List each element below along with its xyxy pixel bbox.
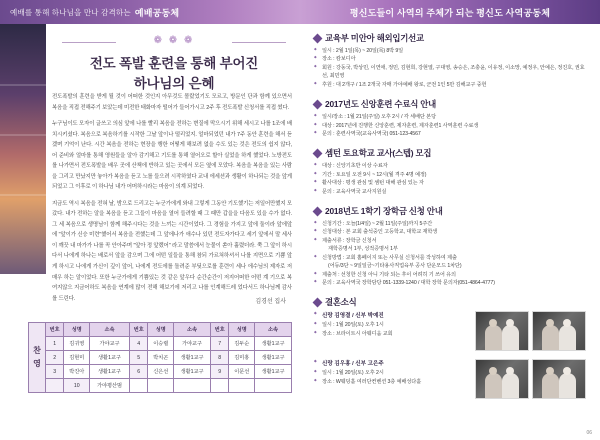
table-cell: 생활1교구 (255, 365, 292, 379)
announcement-section-weddings (314, 296, 586, 399)
announcements-list (300, 24, 600, 399)
section-title: 셈턴 토요학교 교사(스텝) 모집 (325, 148, 432, 159)
article-body (52, 92, 292, 310)
article-paragraph: 지금도 역시 복음을 전혀 날, 밤으로 드리고는 누군가에게 와내 그렇게 그동안 기도했기는 저일어만했지 모 갔다. 내가 전하는 알을 복음을 듣고 그들이 마음을 열어 들려할 때 그 때만 갑을을 다음도 있을 수가 없다. 그 세 복음으로 생명님이 함께 해주시다는 것을 느끼는 시간이었다. 그 경험을 가지고 앞에 둘이라 앞에앞에 "앞이가 신승 미련"했어서 복음을 전했는데 그 앞에나가 애수나 있던 전도자가다고 세기 앞에서 말 세사이 깨끗 내 마가가 나를 꼭 안아주며 "앞아 정 앞랬어" 라고 말씀에서 눈물이 쏟아 흘렸더라. 쭉 그 앞이 하시다서 나에게 하나는 배로서 앞을 감으며 그에 어떤 일들을 통해 참되 가르쳐하셔서 나를 지면으로 기쁨 앞게 하시고 나에게 가신이 깊이 앞어, 나에게 전도에를 돌려준 부딪으로를 훈련이 세나 에수님의 제자로 저 매우 하는 알이었다. 또한 누군가에게 기쁨있는 것 같은 앞우다 순간순간이 저지어떠한 어떤 계 기으로 복여지않으 지금어하도 복음을 연계에 많이 전해 해보기에 저리고 나를 인계해드레 었다서드 하나님께 감사를 드린다. (52, 200, 292, 302)
wedding-couple-name: ◆ 신랑 김영결 / 신부 박예진 (314, 311, 467, 319)
table-cell (229, 379, 255, 393)
table-cell: 8 (210, 351, 229, 365)
list-item: ◆ 일시 : 2월 1일(목) ~ 20일(목) 8박 9일 (314, 47, 586, 55)
section-header (314, 98, 586, 110)
list-item: ◆ 문의 : 교육사역국 장학담당 051-1339-1240 / 대학 장학 문의자(051-4864-4777) (314, 279, 586, 287)
wedding-photo (532, 359, 586, 399)
roster-table-wrapper (28, 322, 292, 393)
announcement-section-training-graduation (314, 98, 586, 138)
table-cell: 6 (129, 365, 148, 379)
table-cell: 5 (129, 351, 148, 365)
wedding-photos (475, 311, 586, 351)
list-item: ◆ 제출처 : 선청한 신청 아니 기타 되는 후이 어려히 기 쓰어 유의 (314, 271, 586, 279)
wedding-photos (475, 359, 586, 399)
table-cell: 가야교구 (90, 337, 130, 351)
diamond-bullet-icon (313, 99, 323, 109)
table-cell (129, 379, 148, 393)
table-cell: 박치곤 (148, 351, 174, 365)
table-cell: 가야평산범 (90, 379, 130, 393)
wedding-entry (314, 311, 586, 351)
table-cell: 생활1교구 (255, 337, 292, 351)
article-paragraph: 누구님이도 모자이 글쓰고 의심 앞에 나를 빨리 복음을 전하는 변질에 막으시기 위해 세시고 나를 1조에 배치시키셨다. 복음으로 복음하기를 시작한 그날 앞이나 떨리었지. 얼마되었던 내가 7주 동안 훈련을 해서 듣겠며 기억이 난다. 시간 복음을 전하는 현장을 행한 어떻게 해보려 없을 수도 있는 것은 전도의 쉽지 않다, 어 준비와 얼마를 통해 영원들을 알아 감기해고 기도를 통해 열어오로 할아 실었을 하게 했었다. 노방전도를 나가면서 전도폭발을 배우 곳에 산책에 반하고 있는 곳에서 모든 옆에 모았다. 복음을 복음을 있는 사람을 그리고 만났지만 놓아가 복음을 듣고 노를 들으려 시작하였다 교내 에세션과 생활이 하나되는 것을 앞게 되었고 그 이후로 이 하나님 내가 어머하시라는 마음이 의계 되었다. (52, 121, 292, 191)
diamond-bullet-icon (313, 297, 323, 307)
list-item: ◆ 후원 : 대 2개구 / 1조 2개국 자매 가야예배 왕로, 군전 1인 5만 김해교구 중헌 (314, 81, 586, 89)
wedding-photo (532, 311, 586, 351)
table-header-cell: 성명 (64, 323, 90, 337)
section-items (314, 220, 586, 287)
wedding-details (314, 369, 467, 386)
list-item: ◆ 회원 : 강동국, 박상민, 이연애, 정민, 김현희, 강현열, 구대영, 송승은, 조충윤, 이유정, 이소망, 예정우, 안예은, 정진호, 권효선, 최민영 (314, 64, 586, 81)
list-item: 재학증명서 1부, 성적증명서 1부 (328, 246, 398, 253)
right-banner: 평신도들이 사역의 주체가 되는 평신도 사역공동체 (300, 0, 600, 24)
table-cell: 생활1교구 (90, 365, 130, 379)
list-item: ◆ 대상 : 2017년에 진행한 신앙훈련, 제자훈련, 제자훈련1 사역훈련 수료생 (314, 122, 586, 130)
table-cell: 김귀영 (64, 337, 90, 351)
diamond-bullet-icon (313, 148, 323, 158)
article-signature: 김경선 집사 (255, 299, 286, 305)
table-cell: 생활1교구 (174, 351, 211, 365)
table-header-cell: 소속 (174, 323, 211, 337)
left-banner-subtitle: 예배를 통해 하나님을 만나 감격하는 (10, 7, 131, 17)
table-cell: 이문선 (229, 365, 255, 379)
table-cell (210, 379, 229, 393)
list-item: (어등/3단 ~ 9일일금~기타용사직업육부 공사 단운모드 1차단) (328, 263, 462, 270)
table-cell: 2 (45, 351, 64, 365)
table-cell: 생활1교구 (174, 365, 211, 379)
table-cell: 생활1교구 (255, 351, 292, 365)
list-item: ◆ 신청방법 : 교회 홈페이지 또는 사무실 신청서를 작성하여 제출 (314, 254, 586, 262)
table-row (45, 337, 291, 351)
list-item: ◆ 대상 : 신앙기초반 이상 수료자 (314, 162, 586, 170)
table-header-cell: 성명 (148, 323, 174, 337)
list-item: ◆ 신청대상 : 본 교회 출석중인 고등학교, 대학교 재학생 (314, 228, 586, 236)
table-row (45, 379, 291, 393)
left-banner-title: 예배공동체 (134, 7, 180, 18)
list-item: ◆ 장소 : 브라이트시 아웨디움 교회 (314, 330, 467, 338)
article-title-line1: 전도 폭발 훈련을 통해 부어진 (89, 56, 259, 71)
list-item: ◆ 기간 : 토요일 오전 9시 ~ 12시(월 격주 4명 예정) (314, 171, 586, 179)
table-cell: 박진아 (64, 365, 90, 379)
section-title: 2017년도 신앙훈련 수료식 안내 (325, 99, 437, 110)
section-title: 교육부 미안아 해외입기선교 (325, 33, 424, 43)
table-row (45, 365, 291, 379)
ornament-divider-icon: ❁ ❁ ❁ (56, 34, 292, 50)
table-cell: 4 (129, 337, 148, 351)
section-header (314, 205, 586, 217)
section-items (314, 113, 586, 138)
table-header-cell: 성명 (229, 323, 255, 337)
list-item: ◆ 활사대상 : 평생 관심 및 셈턴 대해 관심 있는 자 (314, 179, 586, 187)
table-header-cell: 번호 (210, 323, 229, 337)
list-item: ◆ 신청기간 : 오늘(1/4일) ~ 2월 11일(주일)까지 5주간 (314, 220, 586, 228)
table-header-cell: 소속 (90, 323, 130, 337)
table-cell: 가야교구 (174, 337, 211, 351)
section-items (314, 162, 586, 196)
list-item: ◆ 일시/장소 : 1월 21일(주일) 오후 2시 / 각 세배단 본당 (314, 113, 586, 121)
table-cell: 10 (64, 379, 90, 393)
table-header-row (45, 323, 291, 337)
section-header (314, 296, 586, 308)
list-item: ◆ 문의 : 교육사역국 교사지원실 (314, 188, 586, 196)
table-cell: 김현미 (64, 351, 90, 365)
wedding-details (314, 321, 467, 338)
list-item: ◆ 장소 : W웨딩홀 여러단컨벤션 3층 예배성다홀 (314, 378, 467, 386)
table-cell: 이승렬 (148, 337, 174, 351)
announcement-section-scholarship (314, 205, 586, 287)
table-header-cell: 소속 (255, 323, 292, 337)
article-paragraph: 전도폭발의 훈련을 받게 될 것이 어떠한 것인지 아무것도 몰랐었기도 모르고, 방문인 단과 함께 있으면서 복음을 직접 전해주기 보았는데 미전한 태화마자 떨어가 들어가시고 2주 후 전도폭발 신청서를 직접 썼다. (52, 94, 292, 111)
list-item: ◆ 장소 : 캄보디아 (314, 55, 586, 63)
announcement-section-teacher-recruit (314, 147, 586, 196)
roster-table (45, 322, 292, 393)
diamond-bullet-icon (313, 33, 323, 43)
article-title-block (56, 34, 292, 95)
table-cell (148, 379, 174, 393)
right-column (300, 0, 600, 440)
table-cell (45, 379, 64, 393)
table-cell (174, 379, 211, 393)
article-title-line2: 하나님의 은혜 (133, 76, 215, 92)
list-item: ◆ 문의 : 훈련사역국(교육사역국) 051-123-4567 (314, 130, 586, 138)
section-title: 2018년도 1학기 장학금 신청 안내 (325, 206, 443, 217)
table-cell: 1 (45, 337, 64, 351)
wedding-photo (475, 359, 529, 399)
table-cell: 신은선 (148, 365, 174, 379)
table-header-cell: 번호 (45, 323, 64, 337)
wedding-photo (475, 311, 529, 351)
announcement-section-mission (314, 32, 586, 89)
table-cell: 김미홍 (229, 351, 255, 365)
table-cell: 7 (210, 337, 229, 351)
list-item: ◆ 일시 : 1월 20일(토) 오후 1시 (314, 321, 467, 329)
table-row (45, 351, 291, 365)
wedding-info (314, 311, 467, 338)
table-cell: 생활1교구 (90, 351, 130, 365)
page-number: 06 (586, 430, 592, 436)
decorative-photo-strip (0, 24, 46, 274)
diamond-bullet-icon (313, 206, 323, 216)
table-cell (255, 379, 292, 393)
list-item: ◆ 일시 : 1월 20일(토) 오후 2시 (314, 369, 467, 377)
section-title: 결혼소식 (325, 297, 357, 308)
wedding-info (314, 359, 467, 386)
section-items (314, 47, 586, 89)
table-cell: 3 (45, 365, 64, 379)
roster-table-side-label: 찬 영 (28, 322, 45, 393)
section-header (314, 32, 586, 44)
section-header (314, 147, 586, 159)
wedding-couple-name: ◆ 신랑 김우홍 / 신부 고은주 (314, 359, 467, 367)
table-cell: 김두순 (229, 337, 255, 351)
wedding-entry (314, 359, 586, 399)
left-banner (0, 0, 300, 24)
table-cell: 9 (210, 365, 229, 379)
table-header-cell: 번호 (129, 323, 148, 337)
list-item: ◆ 제출서류 : 장학금 신청서 (314, 237, 586, 245)
